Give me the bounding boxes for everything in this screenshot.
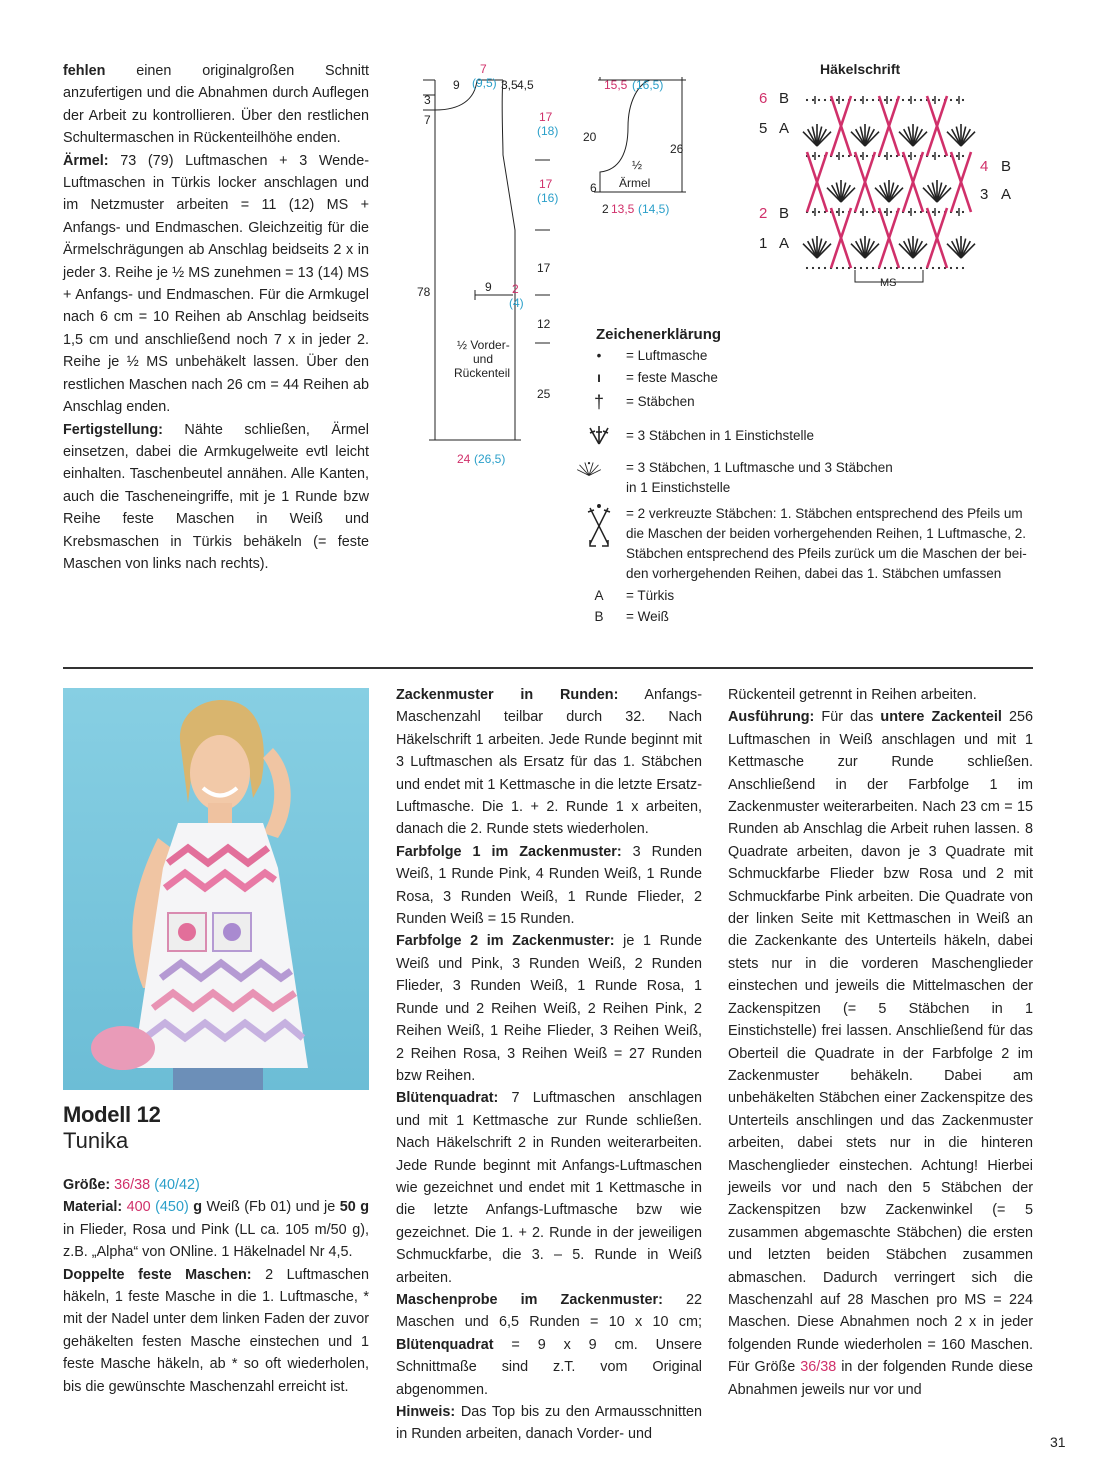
paragraph-hinweis: Hinweis: Das Top bis zu den Armausschnitten in Runden arbeiten, danach Vorder- und — [396, 1404, 702, 1443]
sleeve-bottom-2: 2 — [602, 202, 609, 216]
chart-row-1-num: 1 — [759, 235, 768, 252]
size-line: Größe: 36/38 (40/42) — [63, 1177, 200, 1193]
chain-dot — [854, 99, 856, 101]
legend-text-shell: = 3 Stäbchen, 1 Luftmasche und 3 Stäbchen — [626, 460, 893, 475]
chain-dot — [884, 211, 886, 213]
chain-dot — [956, 99, 958, 101]
body-shoulder-b: 4,5 — [517, 78, 534, 92]
paragraph-fertigstellung: Fertigstellung: Nähte schließen, Ärmel einsetzen, dabei die Armkugelweite evtl leicht einhalten. Taschenbeutel annähen. Alle Kanten, auch die Tascheneingriffe, mit je 1 Runde bzw Reihe feste Maschen in Weiß und Krebsmaschen in Türkis behäkeln (= feste Maschen von links nach rechts). — [63, 421, 369, 572]
chart-title: Häkelschrift — [820, 61, 901, 77]
chain-dot — [920, 267, 922, 269]
legend-text-weiss: = Weiß — [626, 609, 669, 624]
chain-dot — [938, 267, 940, 269]
sleeve-bottom-width: 13,5 — [611, 202, 635, 216]
paragraph-ausfuehrung: Ausführung: Für das untere Zackenteil 256 Luftmaschen in Weiß anschlagen und mit 1 Kettmasche zur Runde schließen. Anschließend in der Farbfolge 1 im Zackenmuster weiterarbeiten. Nach 23 cm = 15 Runden ab Anschlag die Arbeit ruhen lassen. 8 Quadrate arbeiten, davon je 3 Quadrate mit Schmuckfarbe Flieder bzw Rosa und 2 mit Schmuckfarbe Pink arbeiten. Die Quadrate von der linken Seite mit Kettmaschen in Weiß an die Zackenkante des Unterteils häkeln, dabei stets nur in die vorderen Maschenglieder einstechen und jeweils die Mittelmaschen der Zackenspitzen (= 5 Stäbchen in 1 Einstichstelle) frei lassen. Anschließend für das Oberteil die Quadrate in der Farbfolge 2 im Zackenmuster behäkeln. Dabei am unbehäkelten Stäbchen einer Zackenspitze des Unterteils anschlingen und das Zackenmuster arbeiten, dabei stets nur in die hinteren Maschenglieder einstechen. Achtung! Hierbei jeweils vor und nach den 5 Stäbchen der Zackenspitzen bzw Zackenwinkel (= 5 zusammen abgemaschte Stäbchen) die ersten und letzten beiden Stäbchen zusammen abmaschen. Dadurch verringert sich die Maschenzahl auf 28 Maschen pro MS = 224 Maschen. Diese Abnahmen noch 2 x in jeder folgenden Runde wiederholen = 160 Maschen. Für Größe 36/38 in der folgenden Runde diese Abnahmen jeweils nur vor und — [728, 709, 1033, 1398]
legend-title: Zeichenerklärung — [596, 326, 722, 343]
body-neck-width: 9 — [453, 78, 460, 92]
sleeve-top-width: 15,5 — [604, 78, 628, 92]
legend-symbol-a: A — [594, 588, 604, 603]
body-shoulder-a: 3,5 — [501, 78, 518, 92]
legend-text-staebchen: = Stäbchen — [626, 394, 695, 409]
chain-dot — [812, 211, 814, 213]
model-photo — [63, 688, 369, 1090]
body-left-3: 3 — [424, 93, 431, 107]
section-divider — [63, 667, 1033, 669]
legend-text-luftmasche: = Luftmasche — [626, 348, 708, 363]
chain-dot — [914, 267, 916, 269]
legend-symbol-feste-masche: ı — [597, 370, 601, 385]
chain-dot — [884, 155, 886, 157]
paragraph-zackenmuster: Zackenmuster in Runden: Anfangs-Maschenzahl teilbar durch 32. Nach Häkelschrift 1 arbeiten. Jede Runde beginnt mit 3 Luftmaschen als Ersatz für das 1. Stäbchen und endet mit 1 Kettmasche in die letzte Ersatz-Luftmasche. Die 1. + 2. Runde 1 x arbeiten, danach die 2. Runde stets wiederholen. — [396, 687, 702, 838]
chain-dot — [890, 155, 892, 157]
text-column-right — [728, 684, 1033, 1401]
paragraph-farbfolge-1: Farbfolge 1 im Zackenmuster: 3 Runden Weiß, 1 Runde Pink, 4 Runden Weiß, 1 Runde Rosa, 3 Runden Weiß, 1 Runde Flieder, 2 Runden Weiß = 15 Runden. — [396, 843, 702, 928]
body-pocket-2: 2 — [512, 282, 519, 296]
chain-dot — [956, 211, 958, 213]
chain-dot — [842, 267, 844, 269]
chain-dot — [938, 155, 940, 157]
legend-text-crossed-1: = 2 verkreuzte Stäbchen: 1. Stäbchen entsprechend des Pfeils um — [626, 506, 1023, 521]
chain-dot — [824, 99, 826, 101]
body-label-1: ½ Vorder- — [457, 338, 510, 352]
chain-dot — [806, 99, 808, 101]
legend-text-tuerkis: = Türkis — [626, 588, 675, 603]
chain-dot — [854, 267, 856, 269]
model-subtitle: Tunika — [63, 1128, 129, 1153]
chain-dot — [812, 267, 814, 269]
chart-row-4-letter: B — [1001, 158, 1012, 175]
body-left-7: 7 — [424, 113, 431, 127]
chart-row-5-letter: A — [779, 120, 790, 137]
chain-dot — [962, 267, 964, 269]
material-line: Material: 400 (450) g Weiß (Fb 01) und je 50 g in Flieder, Rosa und Pink (LL ca. 105 m/50 g), z.B. „Alpha“ von ONline. 1 Häkelnadel Nr 4,5. — [63, 1199, 369, 1261]
chain-dot — [860, 99, 862, 101]
chain-dot — [818, 155, 820, 157]
chain-dot — [908, 155, 910, 157]
chart-row-3-letter: A — [1001, 186, 1012, 203]
chain-dot — [962, 99, 964, 101]
chain-dot — [866, 155, 868, 157]
chain-dot — [842, 99, 844, 101]
chain-dot — [818, 267, 820, 269]
chain-dot — [860, 155, 862, 157]
chain-dot — [908, 99, 910, 101]
body-label-3: Rückenteil — [454, 366, 511, 380]
sleeve-schematic — [580, 72, 695, 217]
chain-dot — [908, 267, 910, 269]
chain-dot — [818, 211, 820, 213]
model-illustration — [63, 688, 369, 1090]
chain-dot — [890, 211, 892, 213]
chain-dot — [884, 99, 886, 101]
chart-row-1-letter: A — [779, 235, 790, 252]
body-right-25: 25 — [537, 387, 551, 401]
body-right-17a: 17 — [539, 110, 553, 124]
chain-dot — [932, 99, 934, 101]
paragraph-maschenprobe: Maschenprobe im Zackenmuster: 22 Maschen und 6,5 Runden = 10 x 10 cm; Blütenquadrat = 9 x 9 cm. Unsere Schnittmaße sind z.T. vom Original abgenommen. — [396, 1291, 702, 1398]
body-right-17a-large: (18) — [537, 124, 559, 138]
sleeve-left-20: 20 — [583, 130, 597, 144]
chain-dot — [932, 155, 934, 157]
body-schematic — [415, 60, 565, 470]
sleeve-bottom-width-large: (14,5) — [638, 202, 670, 216]
chain-dot — [812, 155, 814, 157]
sleeve-right-26: 26 — [670, 142, 684, 156]
body-right-17b-large: (16) — [537, 191, 559, 205]
legend-text-shell-2: in 1 Einstichstelle — [626, 480, 731, 495]
chain-dot — [914, 99, 916, 101]
chart-ms-label: MS — [880, 277, 897, 289]
body-right-17c: 17 — [537, 261, 551, 275]
chain-dot — [818, 99, 820, 101]
body-bottom-width-large: (26,5) — [474, 452, 506, 466]
body-pocket-2-large: (4) — [509, 296, 524, 310]
chain-dot — [836, 99, 838, 101]
body-pocket-9: 9 — [485, 280, 492, 294]
legend-text-crossed-4: den vorhergehenden Reihen, dabei das 1. Stäbchen umfassen — [626, 566, 1002, 581]
chart-row-3-num: 3 — [980, 186, 989, 203]
chain-dot — [962, 211, 964, 213]
chain-dot — [842, 155, 844, 157]
chain-dot — [842, 211, 844, 213]
model-title: Modell 12 — [63, 1102, 161, 1127]
chain-dot — [890, 99, 892, 101]
chain-dot — [806, 267, 808, 269]
chain-dot — [902, 267, 904, 269]
chart-row-6-letter: B — [779, 90, 790, 107]
chain-dot — [860, 211, 862, 213]
chain-dot — [914, 155, 916, 157]
page-number: 31 — [1050, 1434, 1066, 1450]
chain-dot — [872, 267, 874, 269]
fan-3-icon — [586, 424, 612, 446]
chain-dot — [932, 211, 934, 213]
chain-dot — [812, 99, 814, 101]
doppelte-feste-maschen: Doppelte feste Maschen: 2 Luftmaschen häkeln, 1 feste Masche in die 1. Luftmasche, * mit der Nadel unter dem linken Faden der zuvor gehäkelten festen Masche einstechen und 1 feste Masche häkeln, ab * so oft wiederholen, bis die gewünschte Maschenzahl erreicht ist. — [63, 1266, 369, 1395]
model-details — [63, 1174, 369, 1398]
chart-row-2-num: 2 — [759, 205, 768, 222]
legend-text-3-staebchen: = 3 Stäbchen in 1 Einstichstelle — [626, 428, 814, 443]
paragraph-right-intro: Rückenteil getrennt in Reihen arbeiten. — [728, 687, 977, 703]
body-left-78: 78 — [417, 285, 431, 299]
sleeve-top-width-large: (16,5) — [632, 78, 664, 92]
chart-row-4-num: 4 — [980, 158, 989, 175]
text-column-left-top — [63, 60, 369, 575]
paragraph-bluetenquadrat: Blütenquadrat: 7 Luftmaschen anschlagen und mit 1 Kettmasche zur Runde schließen. Nach Häkelschrift 2 in Runden weiterarbeiten. Jede Runde beginnt mit Anfangs-Luftmaschen wie gezeichnet und endet mit 1 Kettmasche in die letzte Anfangs-Luftmasche bzw wie gezeichnet. Die 1. + 2. Runde in der jeweiligen Schmuckfarbe, die 3. – 5. Runde in Weiß arbeiten. — [396, 1090, 702, 1286]
chain-dot — [872, 99, 874, 101]
chain-dot — [866, 267, 868, 269]
model-heading — [63, 1102, 369, 1154]
paragraph-aermel: Ärmel: 73 (79) Luftmaschen + 3 Wende-Luftmaschen in Türkis locker anschlagen und im Netzmuster arbeiten = 11 (12) MS + Anfangs- und Endmaschen. Gleichzeitig für die Ärmelschrägungen ab Anschlag beidseits 2 x in jeder 3. Reihe je ½ MS zunehmen = 13 (14) MS + Anfangs- und Endmaschen. Für die Armkugel nach 6 cm = 10 Reihen ab Anschlag beidseits 1,5 cm und anschließend noch 7 x in jeder 2. Reihe je ½ MS unbehäkelt lassen. Über den restlichen Maschen nach 26 cm = 44 Reihen ab Anschlag enden. — [63, 152, 369, 416]
chain-dot — [938, 99, 940, 101]
body-label-2: und — [473, 352, 494, 366]
chain-dot — [866, 99, 868, 101]
chart-row-6-num: 6 — [759, 90, 768, 107]
body-right-12: 12 — [537, 317, 551, 331]
chain-dot — [920, 99, 922, 101]
body-top-width: 7 — [480, 62, 487, 76]
crossed-stitch-icon — [586, 504, 612, 548]
sleeve-left-6: 6 — [590, 181, 597, 195]
chain-dot — [860, 267, 862, 269]
chain-dot — [836, 267, 838, 269]
chain-dot — [836, 155, 838, 157]
chain-dot — [836, 211, 838, 213]
legend-text-crossed-3: Stäbchen entsprechend des Pfeils zurück um die Maschen der bei- — [626, 546, 1027, 561]
legend-symbol-b: B — [594, 609, 604, 624]
chain-dot — [866, 211, 868, 213]
chart-row-5-num: 5 — [759, 120, 768, 137]
chain-dot — [908, 211, 910, 213]
chain-dot — [950, 99, 952, 101]
legend-text-feste-masche: = feste Masche — [626, 370, 718, 385]
legend-symbol-staebchen: † — [593, 392, 604, 412]
text-column-middle — [396, 684, 702, 1446]
chain-dot — [950, 267, 952, 269]
body-bottom-width: 24 — [457, 452, 471, 466]
legend-text-crossed-2: die Maschen der beiden vorhergehenden Reihen, 1 Luftmasche, 2. — [626, 526, 1027, 541]
chain-dot — [902, 99, 904, 101]
shell-icon — [576, 456, 602, 482]
chain-dot — [938, 211, 940, 213]
chart-row-2-letter: B — [779, 205, 790, 222]
chart-symbols — [755, 60, 1035, 300]
sleeve-label-2: Ärmel — [619, 176, 651, 190]
chain-dot — [824, 267, 826, 269]
chain-dot — [890, 267, 892, 269]
chain-dot — [914, 211, 916, 213]
body-right-17b: 17 — [539, 177, 553, 191]
crochet-chart — [755, 60, 1035, 300]
paragraph-fehlen: fehlen einen originalgroßen Schnitt anzufertigen und die Abnahmen durch Auflegen der Arbeit zu kontrollieren. Über den restlichen Schultermaschen in Rückenteilhöhe enden. — [63, 63, 369, 147]
chain-dot — [884, 267, 886, 269]
legend-symbol-luftmasche: • — [596, 348, 602, 363]
chain-dot — [932, 267, 934, 269]
paragraph-farbfolge-2: Farbfolge 2 im Zackenmuster: je 1 Runde Weiß und Pink, 3 Runden Weiß, 2 Runden Flieder, 3 Runden Weiß, 1 Runde Rosa, 1 Runde und 2 Reihen Weiß, 2 Reihen Pink, 2 Reihen Weiß, 1 Reihe Flieder, 3 Reihen Weiß, 2 Reihen Rosa, 3 Reihen Weiß = 27 Runden bzw Reihen. — [396, 933, 702, 1084]
sleeve-label-1: ½ — [632, 158, 643, 172]
chain-dot — [956, 155, 958, 157]
chain-dot — [956, 267, 958, 269]
chain-dot — [962, 155, 964, 157]
body-top-width-large: (9,5) — [472, 76, 497, 90]
